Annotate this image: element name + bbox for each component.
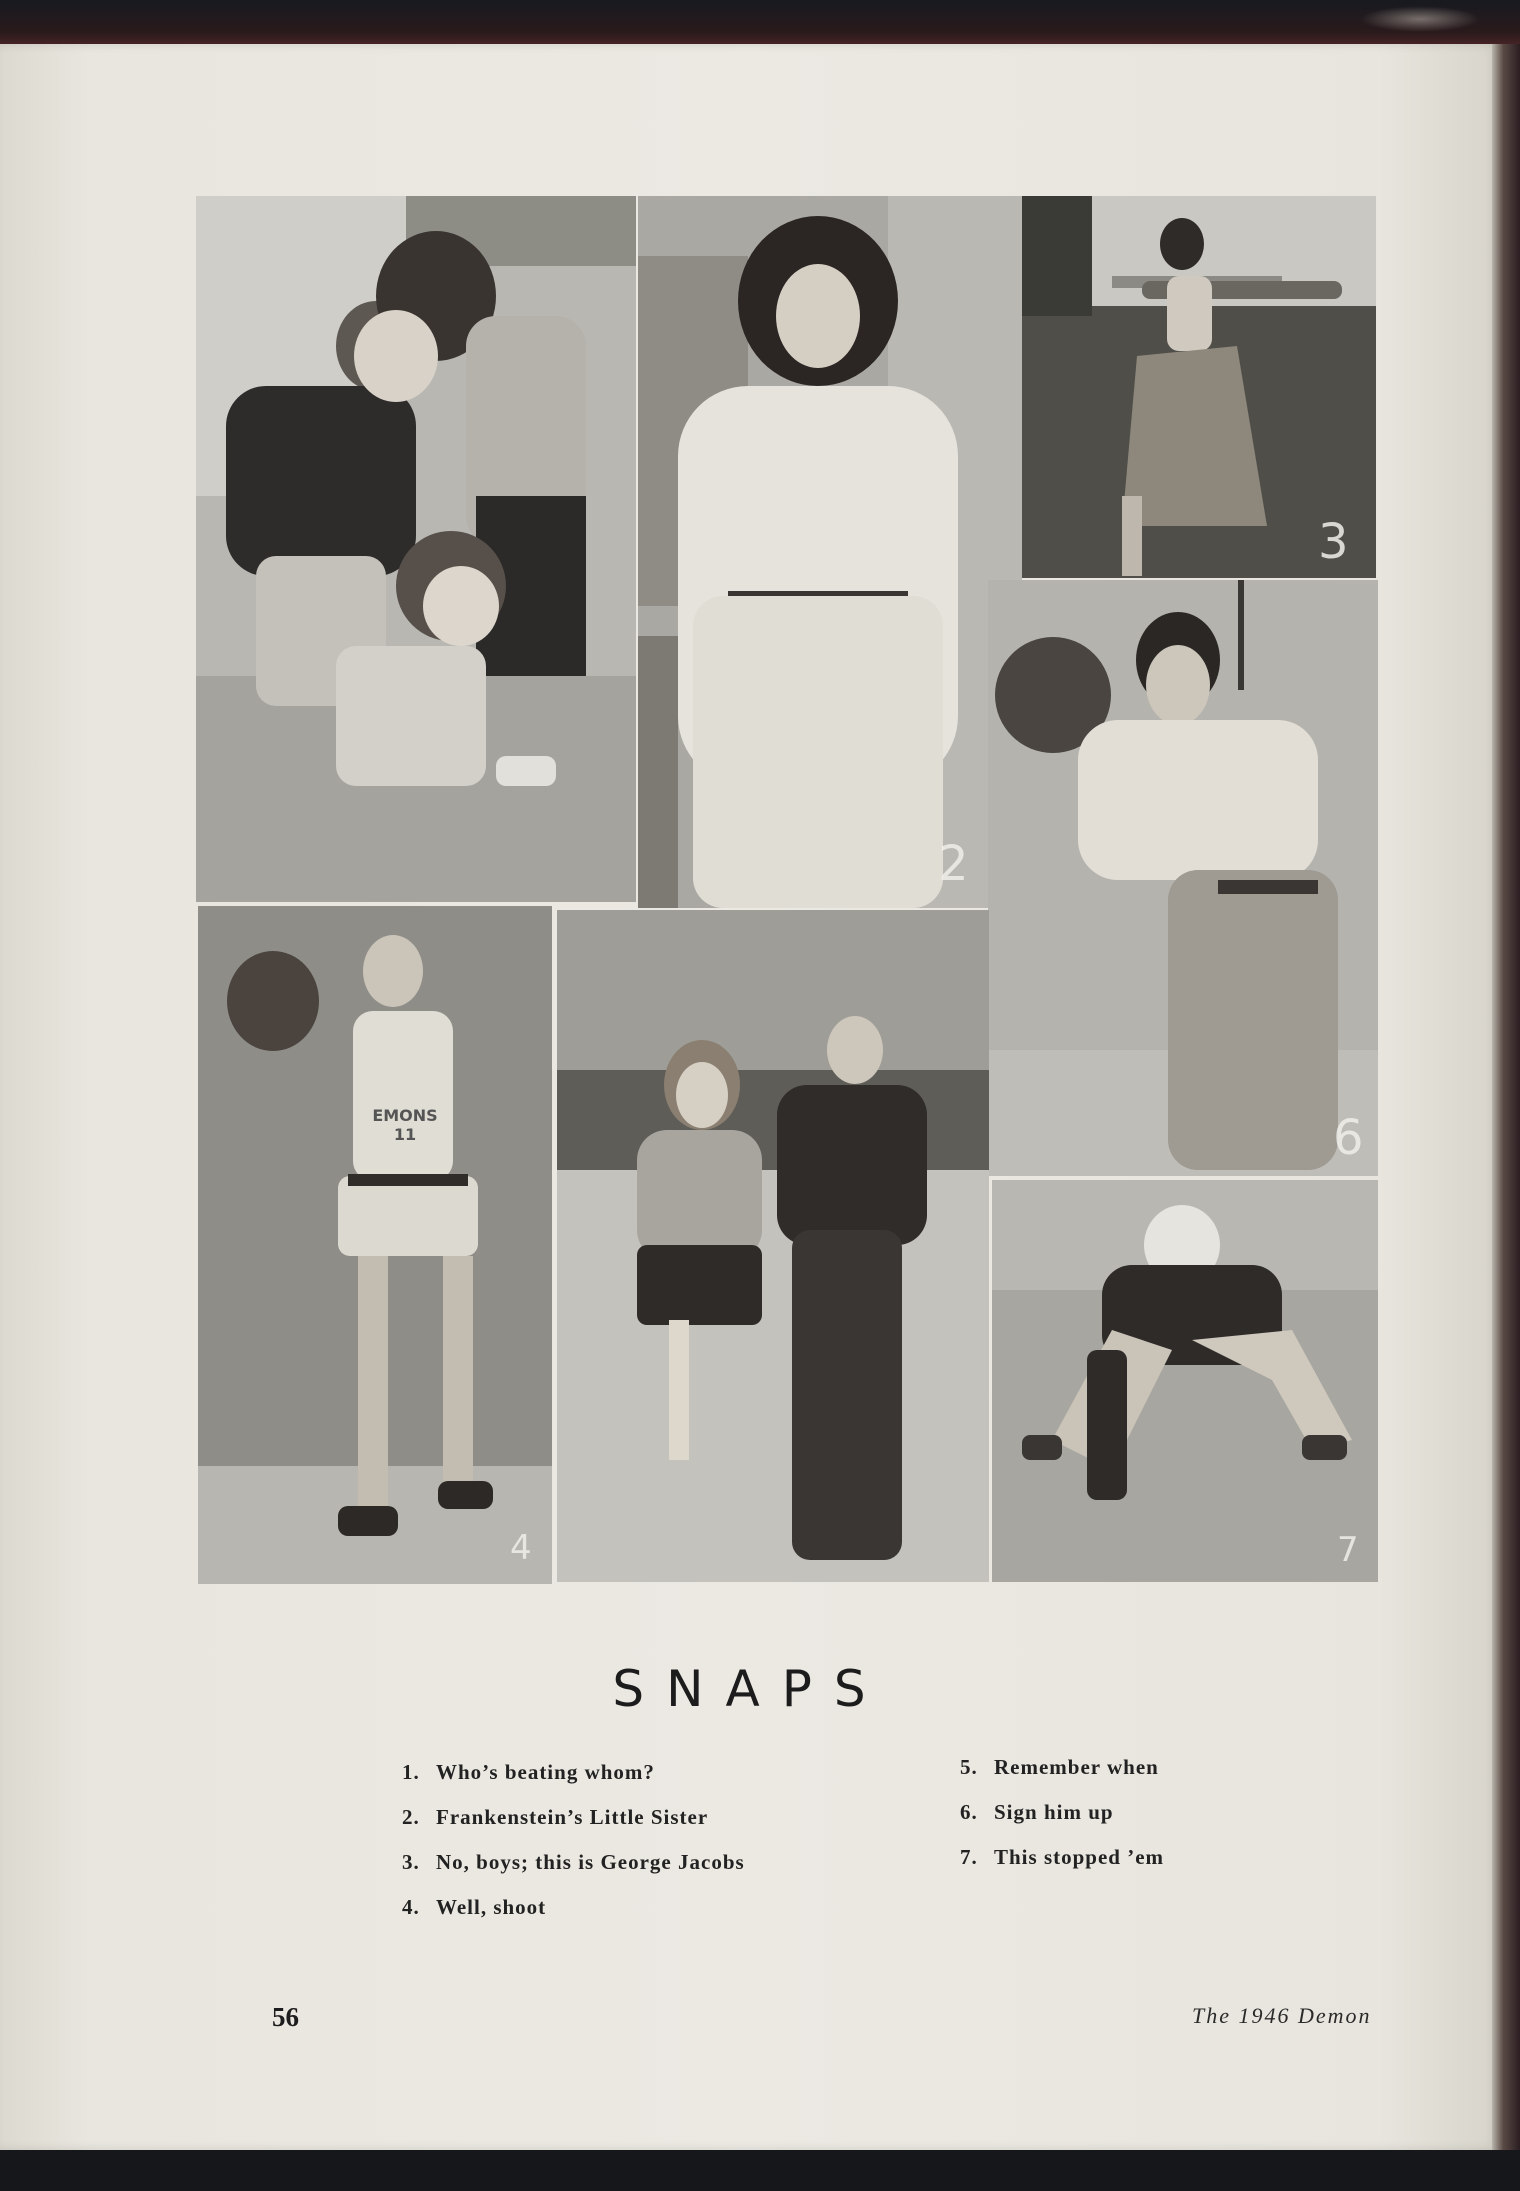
caption-number: 1. [402,1760,420,1784]
photo-girl-white-dress [638,196,1022,908]
photo-boy-basketball-image [988,580,1378,1176]
caption-number: 5. [960,1755,978,1779]
page-title: SNAPS [612,1660,888,1718]
photo-girl-white-dress-image [638,196,1022,908]
photo-number-6: 6 [1333,1110,1364,1166]
photo-couple-walking-image [557,910,989,1582]
photo-football-lineman-image [992,1180,1378,1582]
photo-boy-basketball [988,580,1378,1176]
book-binding-top [0,0,1520,46]
caption-text: Frankenstein’s Little Sister [436,1805,709,1829]
page-number: 56 [272,2002,299,2032]
photo-girls-scramble [196,196,636,902]
captions-right [960,1755,1164,1890]
caption-5 [960,1755,1164,1800]
caption-number: 7. [960,1845,978,1869]
jersey-text: EMONS 11 [372,1106,438,1144]
photo-grass-skirt [1022,196,1376,578]
photo-basketball-player [198,906,552,1584]
page-edge-shadow [1492,44,1520,2150]
caption-text: No, boys; this is George Jacobs [436,1850,745,1874]
caption-number: 4. [402,1895,420,1919]
caption-3 [402,1850,745,1895]
caption-number: 2. [402,1805,420,1829]
caption-text: Remember when [994,1755,1159,1779]
caption-text: Sign him up [994,1800,1114,1824]
photo-number-2: 2 [938,836,969,892]
photo-number-4: 4 [510,1528,532,1568]
caption-number: 3. [402,1850,420,1874]
caption-1 [402,1760,745,1805]
photo-number-3: 3 [1318,514,1349,570]
caption-number: 6. [960,1800,978,1824]
caption-text: Well, shoot [436,1895,547,1919]
photo-basketball-player-image [198,906,552,1584]
caption-6 [960,1800,1164,1845]
caption-7 [960,1845,1164,1890]
book-binding-bottom [0,2150,1520,2191]
caption-4 [402,1895,745,1940]
photo-football-lineman [992,1180,1378,1582]
caption-text: Who’s beating whom? [436,1760,655,1784]
caption-2 [402,1805,745,1850]
footer-publication-title: The 1946 Demon [1192,2003,1372,2028]
caption-text: This stopped ’em [994,1845,1165,1869]
photo-number-7: 7 [1337,1530,1359,1570]
captions-left [402,1760,745,1940]
photo-girls-scramble-image [196,196,636,902]
photo-couple-walking [557,910,989,1582]
